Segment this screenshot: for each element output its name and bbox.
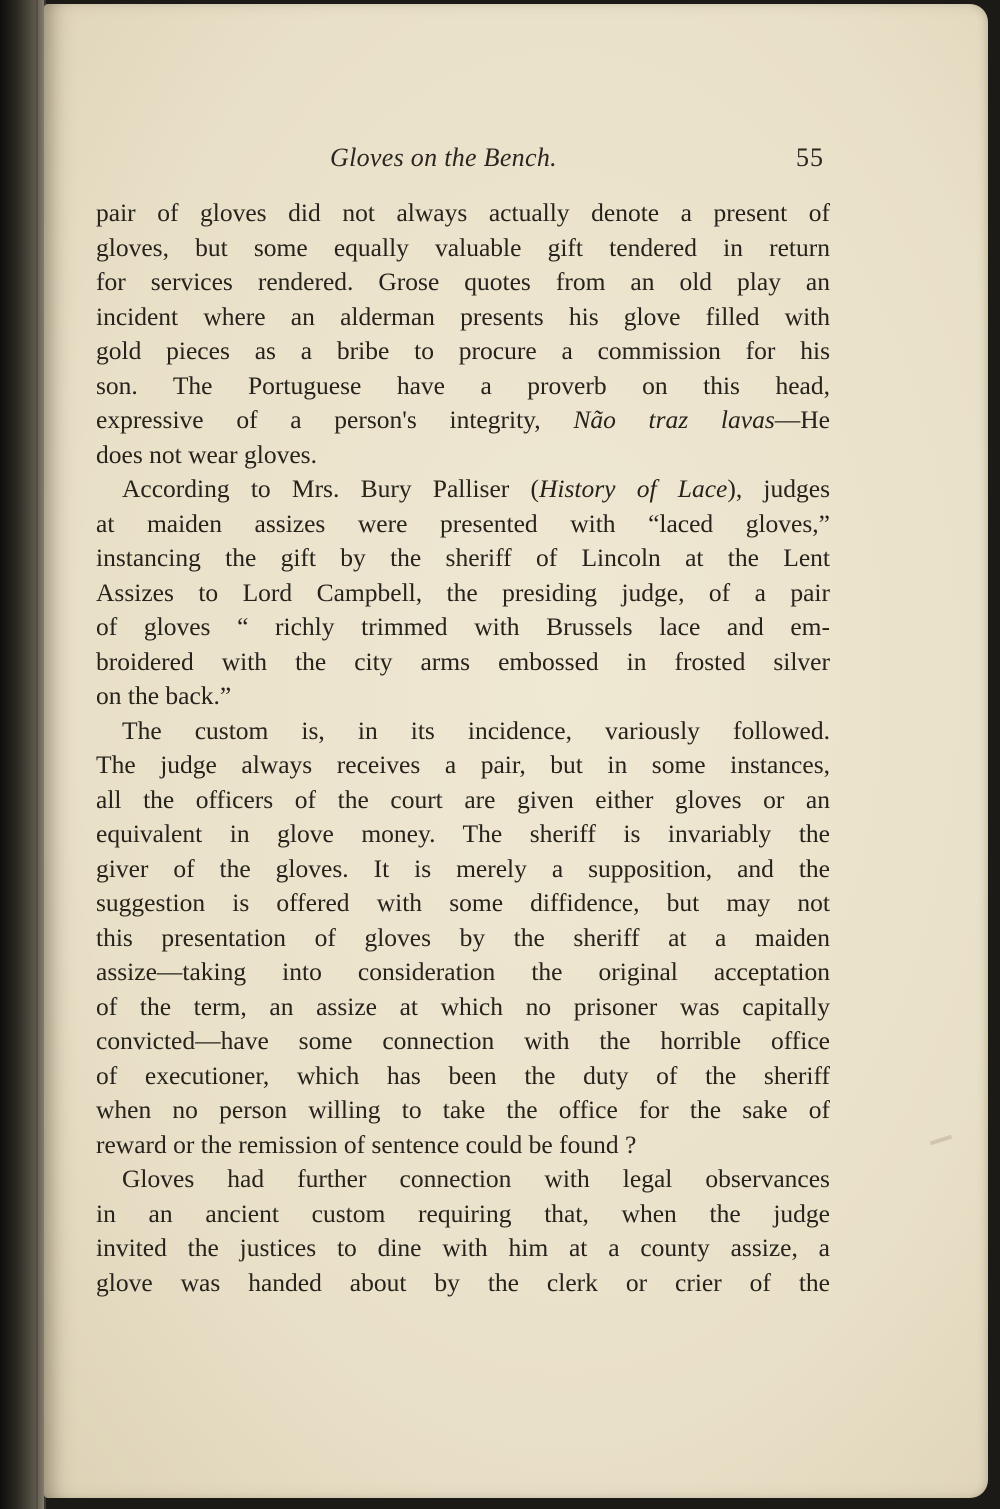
page-number: 55: [796, 143, 824, 172]
text-line: suggestion is offered with some diffidence, but may not: [96, 888, 830, 917]
text-line: giver of the gloves. It is merely a supposition, and the: [96, 853, 830, 883]
text-line: convicted—have some connection with the horrible office: [96, 1026, 830, 1055]
running-head-title: Gloves on the Bench.: [330, 143, 557, 172]
text-line-citation: [96, 472, 830, 507]
text-line: of gloves “ richly trimmed with Brussels lace and em-: [96, 612, 830, 641]
text-line: assize—taking into consideration the original acceptation: [96, 957, 830, 986]
text-line: gloves, but some equally valuable gift tendered in return: [96, 232, 830, 262]
text-segment: ), judges: [727, 474, 831, 503]
text-line: son. The Portuguese have a proverb on this head,: [96, 370, 830, 400]
paragraph-2: [96, 472, 830, 714]
text-line: equivalent in glove money. The sheriff is invariably the: [96, 819, 830, 848]
text-line: in an ancient custom requiring that, when the judge: [96, 1198, 830, 1228]
body-text: [96, 196, 830, 1300]
text-line: gold pieces as a bribe to procure a commission for his: [96, 336, 830, 365]
text-segment: expressive of a person's integrity,: [96, 405, 574, 434]
text-line-proverb: [96, 403, 830, 438]
paragraph-4: [96, 1162, 830, 1300]
italic-book-title: History of Lace: [539, 474, 728, 503]
text-line: The custom is, in its incidence, variously followed.: [122, 715, 830, 745]
text-line: Assizes to Lord Campbell, the presiding judge, of a pair: [96, 577, 830, 607]
running-head: [44, 143, 988, 179]
paragraph-1: [96, 196, 830, 472]
text-line: reward or the remission of sentence could be found ?: [96, 1129, 637, 1159]
text-line: does not wear gloves.: [96, 439, 317, 469]
text-line: on the back.”: [96, 681, 232, 710]
text-line: glove was handed about by the clerk or crier of the: [96, 1267, 830, 1297]
text-line: pair of gloves did not always actually denote a present of: [96, 198, 830, 227]
text-line: of executioner, which has been the duty of the sheriff: [96, 1060, 830, 1090]
paper-blemish: [930, 1135, 952, 1146]
text-line: all the officers of the court are given either gloves or an: [96, 784, 830, 814]
text-segment: According to Mrs. Bury Palliser (: [122, 474, 539, 503]
text-line: for services rendered. Grose quotes from an old play an: [96, 267, 830, 296]
text-segment: —He: [774, 405, 830, 434]
paragraph-3: [96, 714, 830, 1163]
text-line: invited the justices to dine with him at a county assize, a: [96, 1233, 830, 1262]
text-line: at maiden assizes were presented with “laced gloves,”: [96, 508, 830, 538]
book-page: [44, 4, 988, 1498]
text-line: incident where an alderman presents his glove filled with: [96, 301, 830, 331]
text-line: The judge always receives a pair, but in some instances,: [96, 750, 830, 779]
text-line: broidered with the city arms embossed in frosted silver: [96, 646, 830, 676]
text-line: of the term, an assize at which no prisoner was capitally: [96, 991, 830, 1021]
text-line: instancing the gift by the sheriff of Lincoln at the Lent: [96, 543, 830, 572]
text-line: when no person willing to take the office for the sake of: [96, 1095, 830, 1124]
text-line: Gloves had further connection with legal observances: [122, 1164, 830, 1193]
text-line: this presentation of gloves by the sheriff at a maiden: [96, 922, 830, 952]
italic-proverb: Não traz lavas: [573, 405, 775, 434]
